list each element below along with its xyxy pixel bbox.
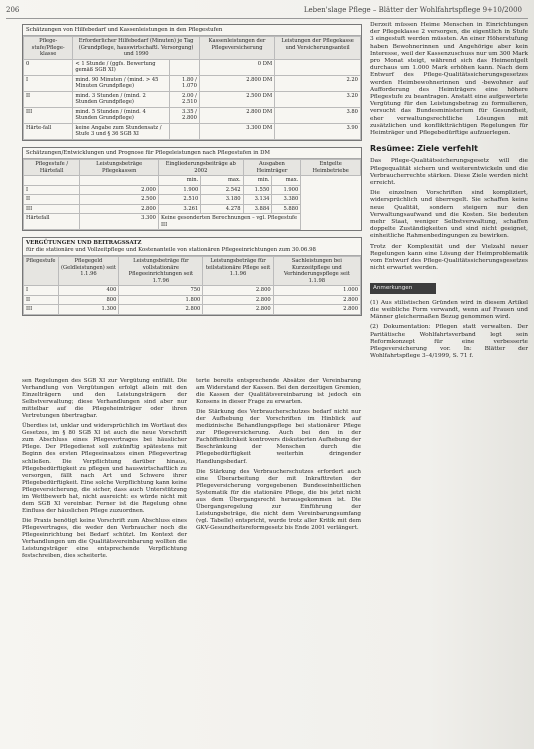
paragraph: Die Stärkung des Verbraucherschutzes erfordert auch eine Überarbeitung der mit Inkrafttreten der Pflegeversicherung vorgegebenen Bundeseinheitlichen Systematik für die stationäre Pflege, die bis jetzt nicht aus dem Übergangsrecht herausgekommen ist. Die Übergangsregelung zur Einführung der Leistungsbeträge, die nicht dem Vereinbarungsumfang (vgl. Tabelle) entspricht, wurde trotz aller Kritik mit dem GKV-Gesundheitsreformgesetz bis Ende 2001 verlängert. <box>196 468 361 531</box>
table-row <box>24 214 361 230</box>
cell-desc: keine Angabe zum Stundensatz / Stufe 3 und § 36 SGB XI <box>73 123 170 139</box>
paragraph: sen Regelungen des SGB XI zur Vergütung entfällt. Die Verhandlung von Vergütungen erfolgt allein mit den Einzelträgern und den Leistungsträgern der Selbstverwaltung; diese Verhandlungen sind aber nur mittelbar auf die Pflegeheimträger oder ihren Vertretungen übertragbar. <box>22 378 187 420</box>
cell-value: 1.900 <box>272 185 301 195</box>
cell-value: 3.180 <box>201 195 243 205</box>
sub-header: min. <box>158 176 200 186</box>
cell-value <box>170 59 200 75</box>
paragraph: Das Pflege-Qualitätssicherungsgesetz will die Pflegequalität sichern und weiterentwickeln und die Verbraucherrechte stärken. Diese Ziele werden nicht erreicht. <box>370 158 528 187</box>
cell-value: 3.80 <box>275 107 361 123</box>
paragraph: terte bereits entsprechende Absätze der Vereinbarung am Widerstand der Kassen. Bei den derzeitigen Gremien, die Kassen der Qualitätsvereinbarung ist jedoch ein Konsens in dieser Frage zu erwarten. <box>196 378 361 406</box>
table-row <box>24 59 361 75</box>
cell-value: 3.300 <box>80 214 159 230</box>
cell-value: 2.542 <box>201 185 243 195</box>
cell-value: 2.800 <box>203 295 273 305</box>
column-header: Ausgaben Heimträger <box>243 160 301 176</box>
table-row <box>24 195 361 205</box>
cell-value: 2.800 DM <box>199 107 274 123</box>
table-caption: Schätzungen/Entwicklungen und Prognose für Pflegeleistungen nach Pflegestufen in DM <box>23 148 361 159</box>
table-row <box>24 305 361 315</box>
cell-stufe: III <box>24 107 73 123</box>
running-title: Leben'slage Pflege – Blätter der Wohlfahrtspflege 9+10/2000 <box>303 6 522 14</box>
cell-stufe: Härtefall <box>24 214 80 230</box>
column-header: Pflegestufe / Härtefall <box>24 160 80 176</box>
tables-area <box>22 24 362 322</box>
table-grid <box>23 256 361 315</box>
cell-value: 3.261 <box>158 204 200 214</box>
cell-value: 3.20 <box>275 91 361 107</box>
cell-value: 2.500 DM <box>199 91 274 107</box>
sub-header <box>24 176 80 186</box>
table-row <box>24 123 361 139</box>
sub-header: max. <box>272 176 301 186</box>
section-heading: Resümee: Ziele verfehlt <box>370 144 478 154</box>
table-caption: Schätzungen von Hilfebedarf und Kassenleistungen in den Pflegestufen <box>23 25 361 36</box>
cell-value: 1.000 <box>273 286 360 296</box>
column-header: Leistungsbeträge für vollstationäre Pflegeeinrichtungen seit 1.7.96 <box>119 257 203 286</box>
cell-value: 4.278 <box>201 204 243 214</box>
column-header: Entgelte Heimbetriebe <box>301 160 361 176</box>
column-header: Pflege-stufe/Pflege-klasse <box>24 37 73 60</box>
cell-value: 5.880 <box>272 204 301 214</box>
table-grid <box>23 159 361 230</box>
column-header: Eingliederungsbeiträge ab 2002 <box>158 160 243 176</box>
paragraph: Die Praxis benötigt keine Vorschrift zum Abschluss eines Pflegevertrages, die weder den Verbraucher noch die Pflegeeinrichtung bei Bedarf schützt. Im Kontext der Verhandlungen um die Qualitätsvereinbarung wollten die Leistungsträger eine entsprechende Verpflichtung festschreiben, dies scheiterte. <box>22 517 187 560</box>
cell-value: 2.800 <box>273 295 360 305</box>
cell-stufe: II <box>24 295 59 305</box>
table-row <box>24 91 361 107</box>
column-header: Erforderlicher Hilfebedarf (Minuten) je Tag (Grundpflege, hauswirtschaftl. Versorgung) und 1990 <box>73 37 200 60</box>
paragraph: Die Stärkung des Verbraucherschutzes bedarf nicht nur der Aufhebung der Vorschriften im Hinblick auf medizinische Behandlungspflege bei stationärer Pflege zur Pflegeversicherung. Auch bei den in der Fachöffentlichkeit kontrovers diskutierten Aufhebung der Beschränkung der Menschen durch die Pflegebedürftigkeit weiterhin dringender Handlungsbedarf. <box>196 409 361 465</box>
cell-value: 2.00 / 2.510 <box>170 91 200 107</box>
paragraph: Trotz der Komplexität und der Vielzahl neuer Regelungen kann eine Lösung der Heimproblematik vom Entwurf des Pflege-Qualitätssicherungsgesetzes nicht erwartet werden. <box>370 243 528 272</box>
paragraph: Die einzelnen Vorschriften sind kompliziert, widersprüchlich und überregelt. Sie schaffen keine neue Qualität, sondern steigern nur den Verwaltungsaufwand und die Kosten. Sie bedeuten mehr Staat, weniger Selbstverwaltung, schaffen doppelte Zuständigkeiten und sind nicht geeignet, einheitliche Rahmenbedingungen zu bewirken. <box>370 190 528 240</box>
table-row <box>24 204 361 214</box>
cell-value: 1.300 <box>58 305 119 315</box>
table-prognose <box>22 147 362 231</box>
cell-value: 400 <box>58 286 119 296</box>
footnote: (2) Dokumentation: Pflegen statt verwalten. Der Paritätische Wohlfahrtsverband legt sein Reformkonzept für eine verbesserte Pflegeversicherung vor. In: Blätter der Wohlfahrtspflege 3–4/1999, S. 71 f. <box>370 324 528 360</box>
cell-value: 3.134 <box>243 195 272 205</box>
table-row <box>24 295 361 305</box>
cell-value: 0 DM <box>199 59 274 75</box>
cell-stufe: I <box>24 286 59 296</box>
cell-value: 800 <box>58 295 119 305</box>
page-header <box>6 4 528 19</box>
cell-stufe: 0 <box>24 59 73 75</box>
cell-value: 750 <box>119 286 203 296</box>
footnote: (1) Aus stilistischen Gründen wird in diesem Artikel die weibliche Form verwandt, wenn auf Frauen und Männer gleichermaßen Bezug genommen wird. <box>370 299 528 321</box>
cell-note: Keine gesonderten Berechnungen – vgl. Pflegestufe III <box>158 214 300 230</box>
table-row <box>24 286 361 296</box>
cell-value: 2.800 <box>203 286 273 296</box>
cell-value: 2.800 <box>203 305 273 315</box>
table-hilfebedarf <box>22 24 362 141</box>
column-header: Leistungen der Pflegekasse und Versicherungsanteil <box>275 37 361 60</box>
cell-desc: < 1 Stunde / (ggfs. Bewertung gemäß SGB XI) <box>73 59 170 75</box>
cell-stufe: II <box>24 195 80 205</box>
cell-value: 2.800 <box>119 305 203 315</box>
column-header: Pflegegeld (Geldleistungen) seit 1.1.96 <box>58 257 119 286</box>
cell-stufe: II <box>24 91 73 107</box>
cell-value: 2.800 <box>273 305 360 315</box>
text-column-2 <box>196 378 361 535</box>
cell-value: 2.20 <box>275 75 361 91</box>
cell-value: 3.884 <box>243 204 272 214</box>
table-row <box>24 185 361 195</box>
cell-value: 3.35 / 2.800 <box>170 107 200 123</box>
column-header: Kassenleistungen der Pflegeversicherung <box>199 37 274 60</box>
table-row <box>24 107 361 123</box>
cell-desc: mind. 3 Stunden / (mind. 2 Stunden Grundpflege) <box>73 91 170 107</box>
column-header: Leistungsbeträge Pflegekassen <box>80 160 159 176</box>
notes-label: Anmerkungen <box>370 283 436 294</box>
cell-value: 3.380 <box>272 195 301 205</box>
cell-value: 2.500 <box>80 195 159 205</box>
table-grid <box>23 36 361 140</box>
cell-desc: mind. 90 Minuten / (mind. > 45 Minuten Grundpflege) <box>73 75 170 91</box>
cell-value: 1.80 / 1.070 <box>170 75 200 91</box>
sub-header: min. <box>243 176 272 186</box>
cell-stufe: Härte-fall <box>24 123 73 139</box>
text-column-3 <box>370 22 528 363</box>
sub-header <box>80 176 159 186</box>
paragraph: Derzeit müssen Heime Menschen in Einrichtungen der Pflegeklasse 2 versorgen, die eigentlich in Stufe 3 eingestuft werden müssten. An einer Höherstufung haben Bewohnerinnen und Angehörige aber kein Interesse, weil der Kassenzuschuss nur um 300 Mark pro Monat steigt, während sich das Heimentgelt durchaus um 1.000 Mark erhöhen kann. Nach dem Entwurf des Pflege-Qualitätssicherungsgesetzes werden Heimbewohnerinnen und -bewohner auf Aufforderung des Heimträgers eine höhere Pflegestufe zu beantragen. Anstatt eine aufgewertete Vergütung für den Leistungsbetrag zu formulieren, versucht das Bundesministerium für Gesundheit, eher verwaltungsrechtliche Lösungen mit zusätzlichen und konfliktträchtigen Regelungen für Heimträger und Pflegebedürftige aufzuerlegen. <box>370 22 528 137</box>
text-column-1 <box>22 378 187 563</box>
cell-value: 3.300 DM <box>199 123 274 139</box>
column-header: Sachleistungen bei Kurzzeitpflege und Verhinderungspflege seit 1.1.98 <box>273 257 360 286</box>
table-row <box>24 75 361 91</box>
cell-value: 2.800 DM <box>199 75 274 91</box>
cell-value <box>275 59 361 75</box>
cell-value: 1.900 <box>158 185 200 195</box>
paragraph: Überdies ist, unklar und widersprüchlich im Wortlaut des Gesetzes, im § 80 SGB XI ist auch die neue Vorschrift zum Abschluss eines Pflegevertrages bei häuslicher Pflege. Der Pflegedienst soll zukünftig spätestens mit Beginn des ersten Pflegeeinsatzes einen Pflegevertrag schließen. Die Verpflichtung darüber hinaus, Pflegebedürftigkeit zu pflegen und hauswirtschaftlich zu versorgen, fällt nach Art und Schwere ihrer Pflegebedürftigkeit. Eine solche Verpflichtung kann keine Pflegeversicherung, die sicher, dass auch Unterstützung im Wettbewerb hat, nicht ausreicht: es würde nicht mit dem SGB XI vereinbar. Ferner ist die Regelung ohne Einfluss der häuslichen Pflege zuzuordnen. <box>22 423 187 514</box>
cell-value: 2.800 <box>80 204 159 214</box>
column-header: Pflegestufe <box>24 257 59 286</box>
cell-value: 2.510 <box>158 195 200 205</box>
cell-stufe: III <box>24 204 80 214</box>
column-header: Leistungsbeträge für teilstationäre Pflege seit 1.1.96 <box>203 257 273 286</box>
cell-desc: mind. 5 Stunden / (mind. 4 Stunden Grundpflege) <box>73 107 170 123</box>
cell-stufe: I <box>24 185 80 195</box>
sub-header: max. <box>201 176 243 186</box>
page-number: 206 <box>6 6 20 14</box>
cell-stufe: I <box>24 75 73 91</box>
cell-value: 2.000 <box>80 185 159 195</box>
table-verguetungen <box>22 237 362 315</box>
cell-stufe: III <box>24 305 59 315</box>
table-subcaption: für die stationäre und Vollzeitpflege und Kostenanteile von stationären Pflegeeinrichtungen zum 30.06.98 <box>26 246 316 253</box>
cell-value: 3.90 <box>275 123 361 139</box>
table-caption: VERGÜTUNGEN UND BEITRAGSSATZ <box>26 240 142 247</box>
cell-value: 1.550 <box>243 185 272 195</box>
cell-value <box>170 123 200 139</box>
cell-value: 1.800 <box>119 295 203 305</box>
